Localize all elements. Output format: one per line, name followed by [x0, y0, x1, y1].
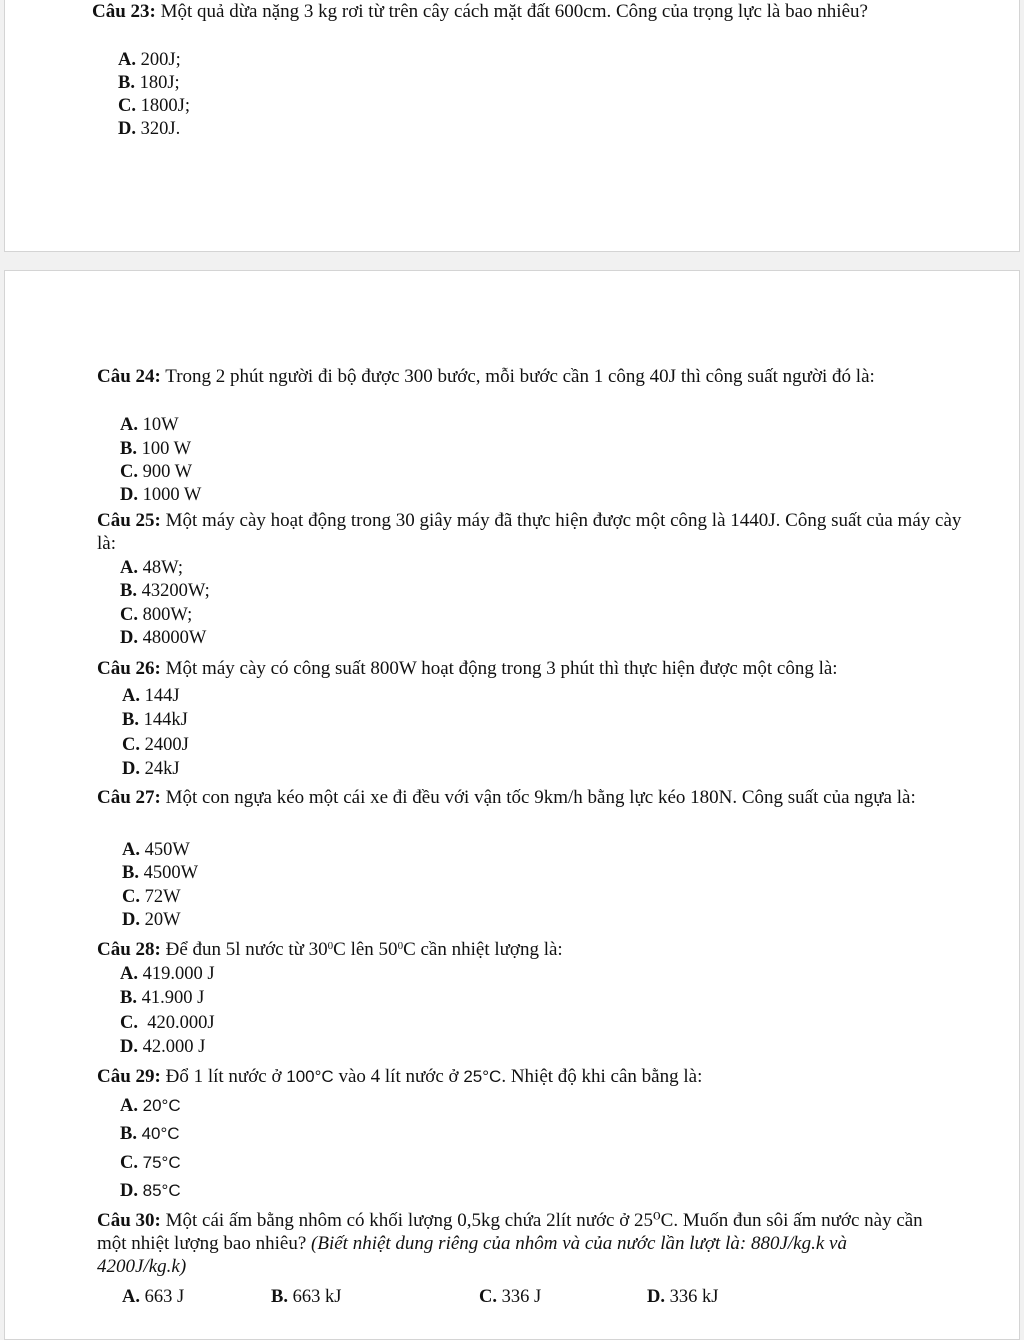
option-c: C. 75°C [120, 1153, 181, 1173]
option-d: D. 1000 W [120, 485, 202, 505]
option-a: A. 450W [122, 840, 190, 860]
option-c: C. 72W [122, 887, 181, 907]
option-a: A. 48W; [120, 558, 184, 578]
question-25: Câu 25: Một máy cày hoạt động trong 30 giây máy đã thực hiện được một công là 1440J. Công suất của máy cày là: [97, 510, 962, 554]
question-27: Câu 27: Một con ngựa kéo một cái xe đi đều với vận tốc 9km/h bằng lực kéo 180N. Công suất của ngựa là: [97, 787, 916, 808]
option-c: C. 2400J [122, 735, 189, 755]
option-a: A. 200J; [118, 50, 181, 70]
question-28: Câu 28: Để đun 5l nước từ $30^0C$ lên $50^0C$ cần nhiệt lượng là: [97, 939, 563, 960]
question-29: Câu 29: Đổ 1 lít nước ở 100°C vào 4 lít nước ở 25°C. Nhiệt độ khi cân bằng là: [97, 1066, 703, 1087]
option-d: D. 48000W [120, 628, 207, 648]
option-d: D. 85°C [120, 1181, 181, 1201]
question-text: Một quả dừa nặng 3 kg rơi từ trên cây cách mặt đất 600cm. Công của trọng lực là bao nhiêu? [155, 1, 868, 22]
option-a: A. 419.000 J [120, 964, 215, 984]
question-24: Câu 24: Trong 2 phút người đi bộ được 300 bước, mỗi bước cần 1 công 40J thì công suất người đó là: [97, 366, 875, 387]
option-a: A. 144J [122, 686, 180, 706]
option-b: B. 4500W [122, 863, 199, 883]
option-c: C. 900 W [120, 462, 193, 482]
option-b: B. 180J; [118, 73, 180, 93]
option-b: B. 100 W [120, 439, 192, 459]
option-d: D. 42.000 J [120, 1037, 206, 1057]
option-a: A. 10W [120, 415, 179, 435]
option-b: B. 41.900 J [120, 988, 205, 1008]
question-30: Câu 30: Một cái ấm bằng nhôm có khối lượng 0,5kg chứa 2lít nước ở 25⁰C. Muốn đun sôi ấm nước này cần một nhiệt lượng bao nhiêu? (Biết nhiệt dung riêng của nhôm và của nước lần lượt là: 880J/kg.k và 4200J/kg.k) [97, 1210, 923, 1277]
option-a: A. 20°C [120, 1096, 181, 1116]
question-23 [92, 0, 972, 23]
option-b: B. 40°C [120, 1124, 180, 1144]
option-c: C. 420.000J [120, 1013, 215, 1033]
option-b: B. 144kJ [122, 710, 188, 730]
option-a: A. 663 J [122, 1287, 185, 1307]
option-c: C. 1800J; [118, 96, 190, 116]
option-c: C. 336 J [479, 1287, 542, 1307]
option-b: B. 663 kJ [271, 1287, 342, 1307]
question-26: Câu 26: Một máy cày có công suất 800W hoạt động trong 3 phút thì thực hiện được một công là: [97, 658, 838, 679]
option-b: B. 43200W; [120, 581, 210, 601]
option-d: D. 336 kJ [647, 1287, 719, 1307]
option-d: D. 24kJ [122, 759, 180, 779]
question-label: Câu 23: [92, 1, 156, 22]
option-d: D. 320J. [118, 119, 181, 139]
option-d: D. 20W [122, 910, 181, 930]
option-c: C. 800W; [120, 605, 193, 625]
